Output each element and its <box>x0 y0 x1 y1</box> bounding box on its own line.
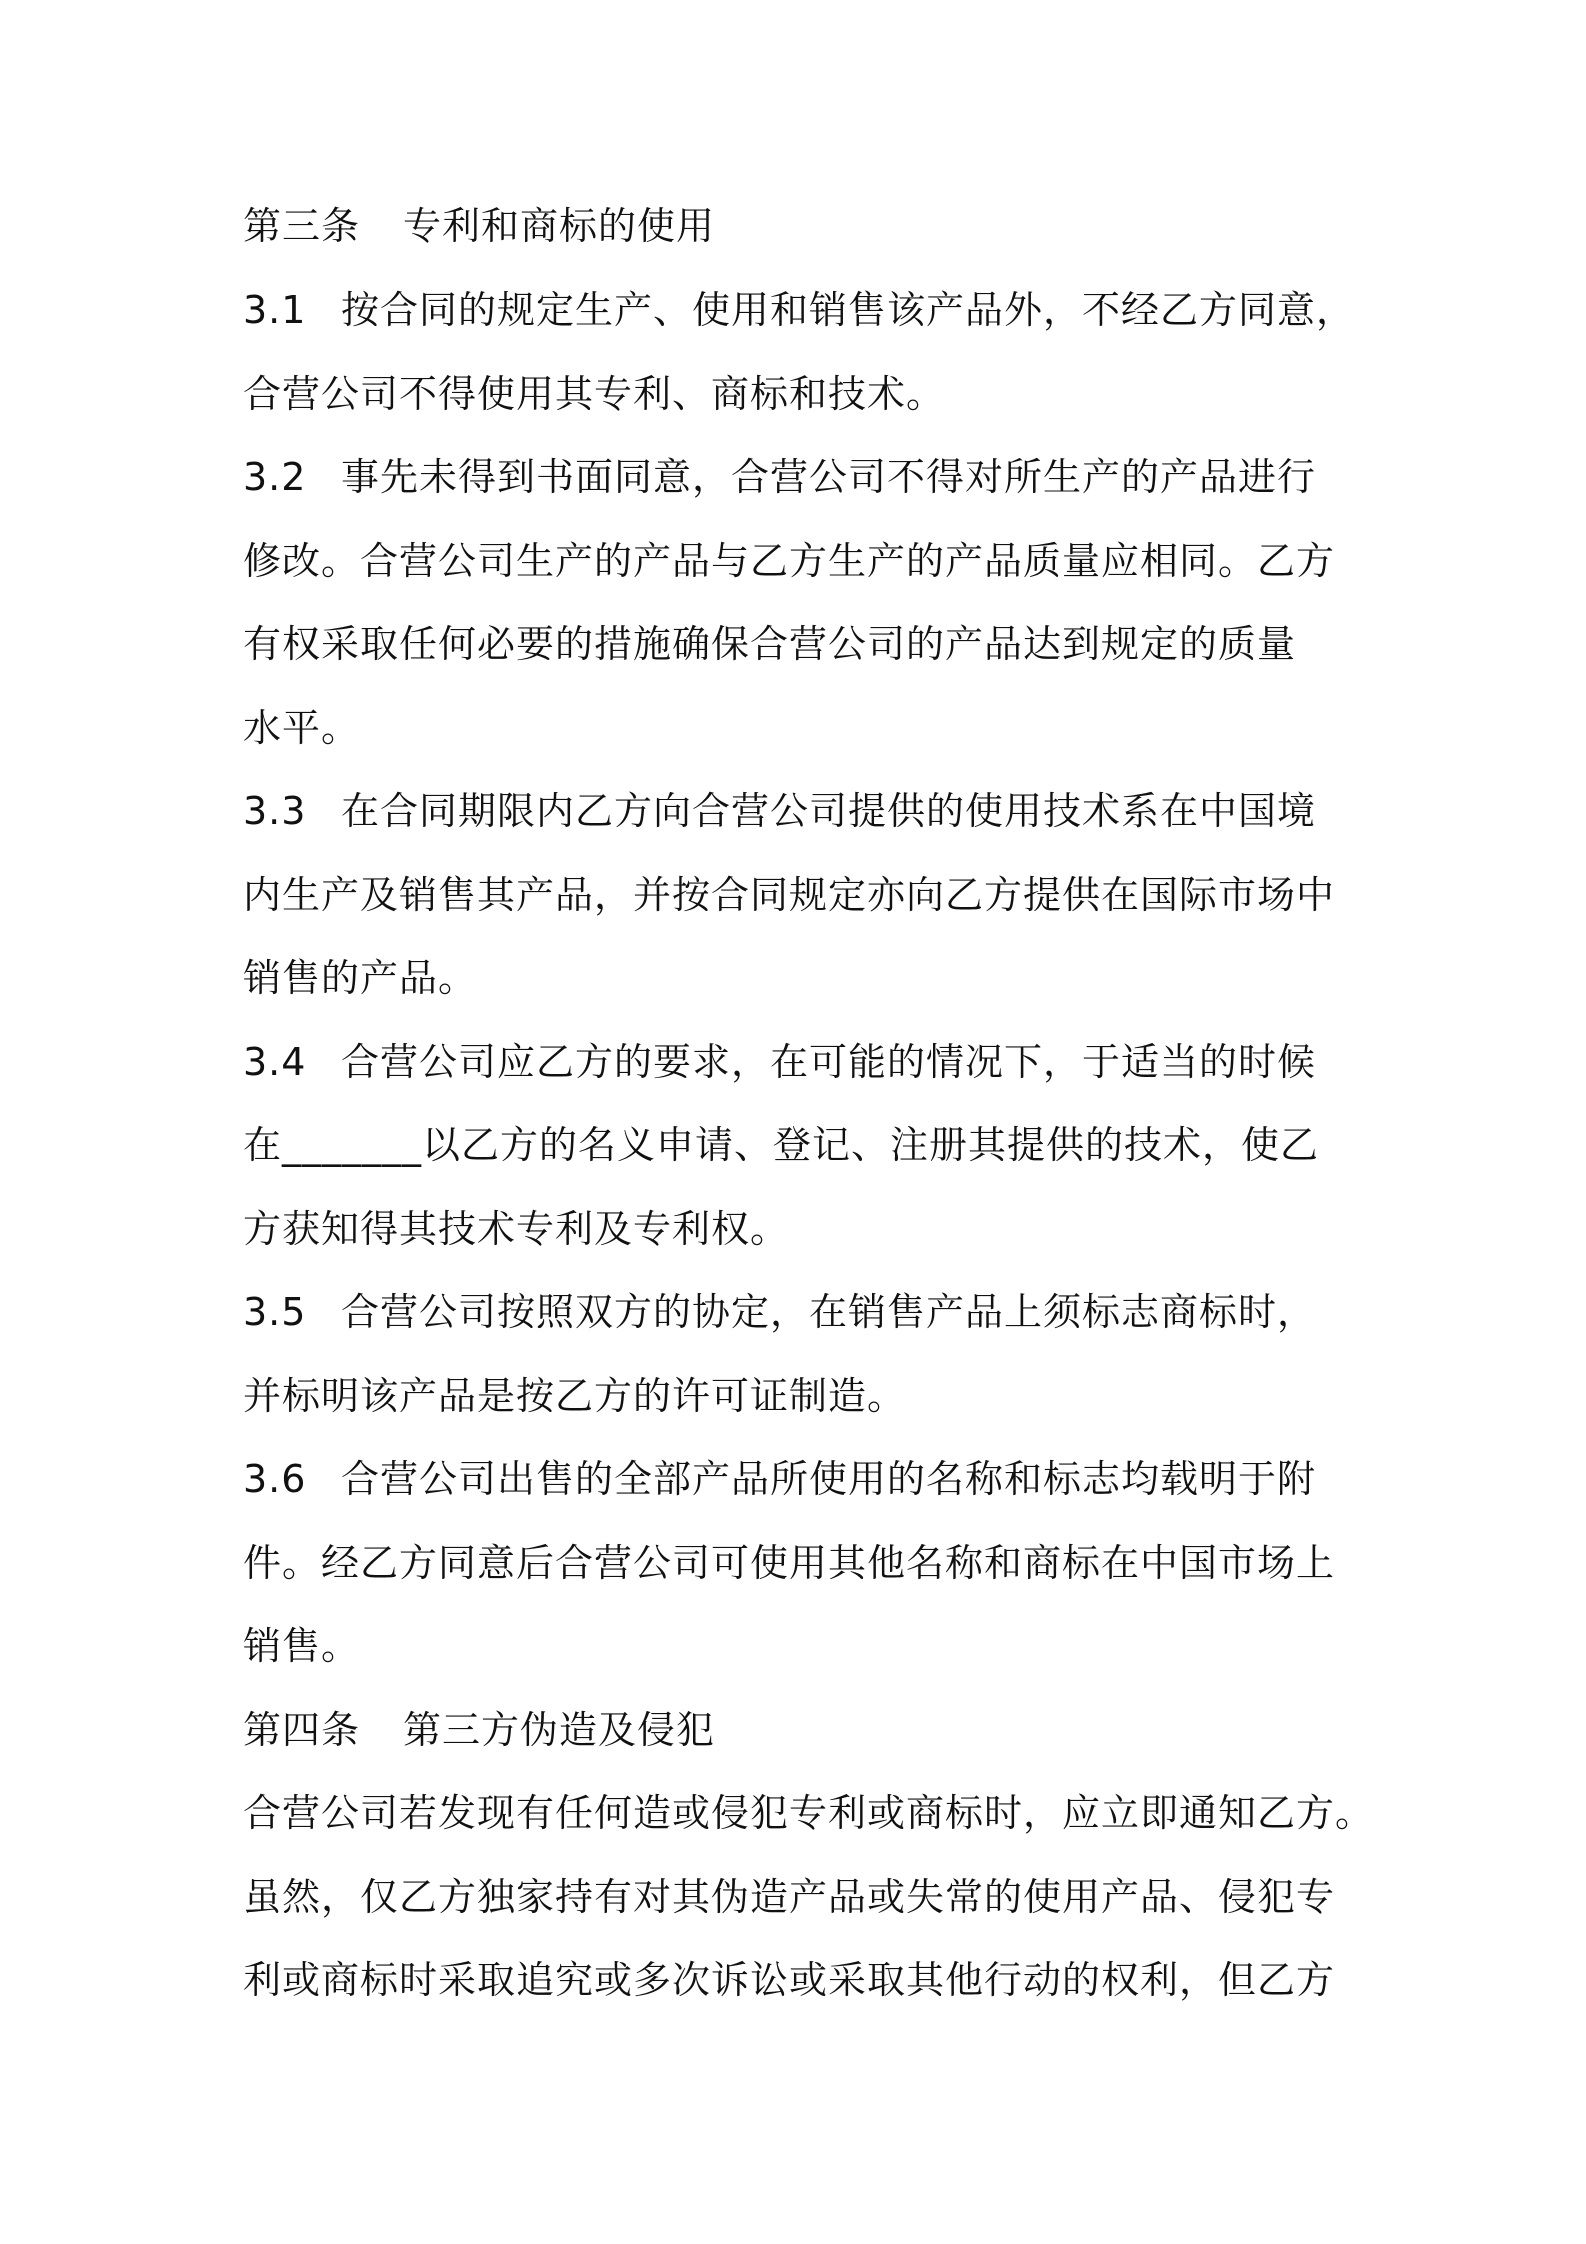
clause-3-1-line-2 <box>243 372 1373 416</box>
clause-3-6-text-3: 销售。 <box>243 1624 361 1668</box>
clause-3-5-number: 3.5 <box>243 1290 307 1334</box>
article-3-heading <box>243 204 1373 248</box>
clause-3-3-text-2: 内生产及销售其产品，并按合同规定亦向乙方提供在国际市场中 <box>243 873 1336 917</box>
clause-3-2-text-2: 修改。合营公司生产的产品与乙方生产的产品质量应相同。乙方 <box>243 539 1336 583</box>
article-4-label: 第四条 <box>243 1708 361 1752</box>
clause-3-2-text-4: 水平。 <box>243 706 361 750</box>
clause-3-1-line-1 <box>243 288 1373 332</box>
clause-3-2-line-1 <box>243 455 1373 499</box>
clause-3-5-text-2: 并标明该产品是按乙方的许可证制造。 <box>243 1374 907 1418</box>
article-4-line-1 <box>243 1791 1373 1835</box>
clause-3-3-text-1: 在合同期限内乙方向合营公司提供的使用技术系在中国境 <box>341 789 1317 833</box>
clause-3-4-text-1: 合营公司应乙方的要求，在可能的情况下，于适当的时候 <box>341 1040 1317 1084</box>
clause-3-4-line-1 <box>243 1040 1373 1084</box>
clause-3-6-number: 3.6 <box>243 1457 307 1501</box>
clause-3-2-text-1: 事先未得到书面同意，合营公司不得对所生产的产品进行 <box>341 455 1317 499</box>
clause-3-6-line-3 <box>243 1624 1373 1668</box>
clause-3-5-line-2 <box>243 1374 1373 1418</box>
article-4-title: 第三方伪造及侵犯 <box>403 1708 716 1752</box>
clause-3-4-text-3: 方获知得其技术专利及专利权。 <box>243 1207 790 1251</box>
clause-3-2-number: 3.2 <box>243 455 307 499</box>
clause-3-3-line-2 <box>243 873 1373 917</box>
clause-3-1-number: 3.1 <box>243 288 307 332</box>
clause-3-1-text-1: 按合同的规定生产、使用和销售该产品外，不经乙方同意， <box>341 288 1356 332</box>
article-4-line-3 <box>243 1958 1373 2002</box>
clause-3-6-line-1 <box>243 1457 1373 1501</box>
article-4-line-2 <box>243 1875 1373 1919</box>
article-4-text-2: 虽然，仅乙方独家持有对其伪造产品或失常的使用产品、侵犯专 <box>243 1875 1336 1919</box>
clause-3-2-line-2 <box>243 539 1373 583</box>
article-4-text-1: 合营公司若发现有任何造或侵犯专利或商标时，应立即通知乙方。 <box>243 1791 1375 1835</box>
clause-3-5-line-1 <box>243 1290 1373 1334</box>
clause-3-2-line-3 <box>243 622 1373 666</box>
article-4-text-3: 利或商标时采取追究或多次诉讼或采取其他行动的权利，但乙方 <box>243 1958 1336 2002</box>
article-3-title: 专利和商标的使用 <box>403 204 716 248</box>
clause-3-2-text-3: 有权采取任何必要的措施确保合营公司的产品达到规定的质量 <box>243 622 1297 666</box>
article-3-label: 第三条 <box>243 204 361 248</box>
clause-3-3-line-1 <box>243 789 1373 833</box>
clause-3-6-line-2 <box>243 1541 1373 1585</box>
clause-3-3-text-3: 销售的产品。 <box>243 956 478 1000</box>
clause-3-5-text-1: 合营公司按照双方的协定，在销售产品上须标志商标时， <box>341 1290 1317 1334</box>
clause-3-4-number: 3.4 <box>243 1040 307 1084</box>
clause-3-4-line-2 <box>243 1123 1373 1167</box>
clause-3-6-text-1: 合营公司出售的全部产品所使用的名称和标志均载明于附 <box>341 1457 1317 1501</box>
clause-3-4-line-3 <box>243 1207 1373 1251</box>
article-4-heading <box>243 1708 1373 1752</box>
clause-3-6-text-2: 件。经乙方同意后合营公司可使用其他名称和商标在中国市场上 <box>243 1541 1336 1585</box>
clause-3-1-text-2: 合营公司不得使用其专利、商标和技术。 <box>243 372 946 416</box>
clause-3-2-line-4 <box>243 706 1373 750</box>
clause-3-4-text-2: 在_______以乙方的名义申请、登记、注册其提供的技术，使乙 <box>243 1123 1320 1167</box>
clause-3-3-line-3 <box>243 956 1373 1000</box>
clause-3-3-number: 3.3 <box>243 789 307 833</box>
